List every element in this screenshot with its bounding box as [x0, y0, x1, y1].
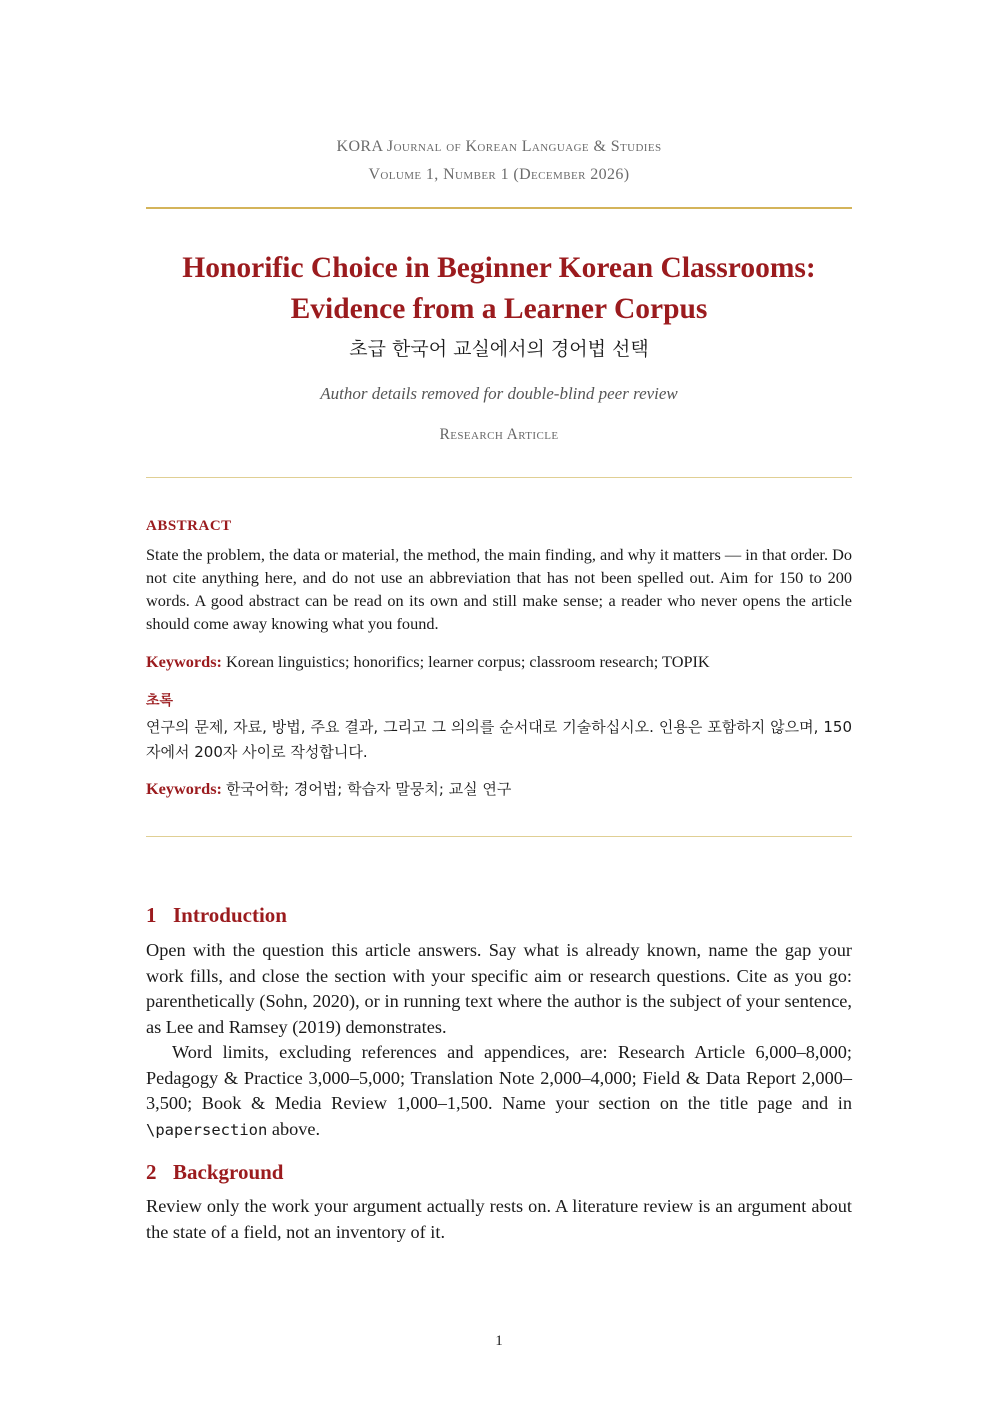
author-note: Author details removed for double-blind peer review [320, 384, 678, 403]
article-type: Research Article [439, 426, 559, 443]
section-number: 2 [146, 1160, 157, 1184]
korean-title: 초급 한국어 교실에서의 경어법 선택 [349, 338, 649, 360]
abstract-keywords [146, 650, 852, 673]
article-title [136, 248, 862, 330]
korean-abstract-text: 연구의 문제, 자료, 방법, 주요 결과, 그리고 그 의의를 순서대로 기술하십시오. 인용은 포함하지 않으며, 150자에서 200자 사이로 작성합니다. [146, 718, 852, 761]
section-heading-introduction [146, 903, 287, 928]
header-rule [146, 207, 852, 209]
korean-abstract-keywords [146, 777, 852, 801]
section-number: 1 [146, 903, 157, 927]
section-title: Background [173, 1160, 284, 1184]
abstract-text: State the problem, the data or material, the method, the main finding, and why it matters — in that order. Do not cite anything here, and do not use an abbreviation that has not been spelled out. Aim for 150 to 200 words. A good abstract can be read on its own and still make sense; a reader who never opens the article should come away knowing what you found. [146, 545, 852, 633]
paragraph-text: Word limits, excluding references and appendices, are: Research Article 6,000–8,000; Pedagogy & Practice 3,000–5,000; Translation Note 2,000–4,000; Field & Data Report 2,000–3,500; Book & Media Review 1,000–1,500. Name your section on the title page and in [146, 1042, 852, 1114]
paragraph-text-end: above. [267, 1118, 321, 1139]
journal-name: KORA Journal of Korean Language & Studies [336, 138, 662, 155]
introduction-paragraph-1: Open with the question this article answers. Say what is already known, name the gap your work fills, and close the section with your specific aim or research questions. Cite as you go: parenthetically (Sohn, 2020), or in running text where the author is the subject of your sentence, as Lee and Ramsey (2019) demonstrates. [146, 940, 852, 1037]
page-number: 1 [495, 1333, 503, 1349]
abstract-heading: ABSTRACT [146, 518, 232, 534]
korean-keywords-label: Keywords: [146, 779, 222, 798]
journal-header [146, 133, 852, 189]
korean-abstract-heading: 초록 [146, 693, 174, 709]
article-title-line1: Honorific Choice in Beginner Korean Classrooms: [182, 252, 816, 284]
section-title: Introduction [173, 903, 287, 927]
background-paragraph-1: Review only the work your argument actually rests on. A literature review is an argument about the state of a field, not an inventory of it. [146, 1196, 852, 1242]
abstract-rule [146, 836, 852, 837]
journal-issue: Volume 1, Number 1 (December 2026) [368, 166, 630, 183]
section-heading-background [146, 1160, 284, 1185]
paper-page [146, 0, 852, 1415]
code-command: \papersection [146, 1120, 268, 1139]
keywords-label: Keywords: [146, 652, 222, 671]
introduction-paragraph-2 [146, 1040, 852, 1143]
korean-keywords-list: 한국어학; 경어법; 학습자 말뭉치; 교실 연구 [226, 780, 512, 798]
title-block-rule [146, 477, 852, 478]
keywords-list: Korean linguistics; honorifics; learner corpus; classroom research; TOPIK [226, 652, 710, 671]
article-title-line2: Evidence from a Learner Corpus [290, 293, 708, 325]
